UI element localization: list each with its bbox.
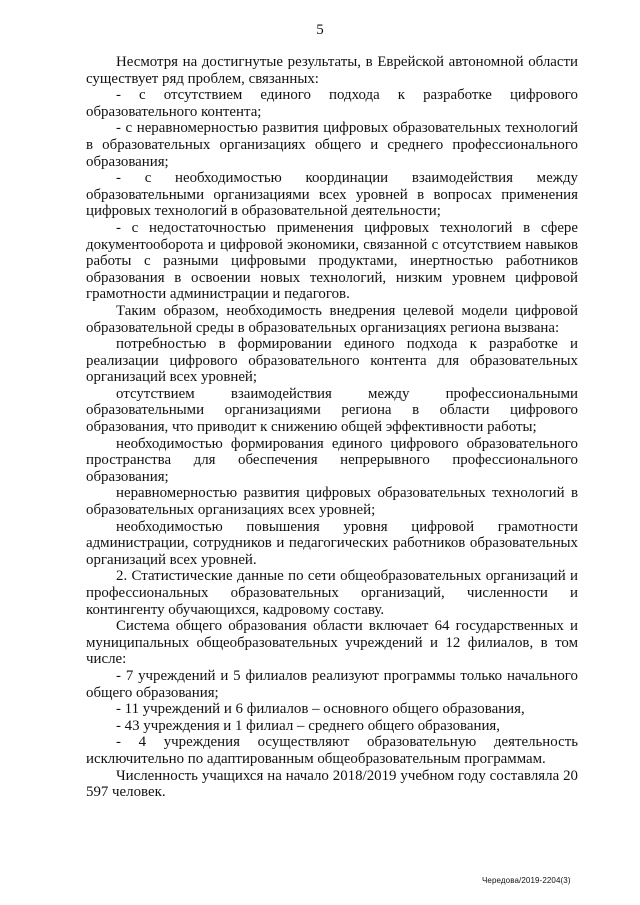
paragraph-primary-education: - 7 учреждений и 5 филиалов реализуют программы только начального общего образования;	[86, 667, 578, 701]
paragraph-adapted-programs: - 4 учреждения осуществляют образовательную деятельность исключительно по адаптированным общеобразовательным программам.	[86, 734, 578, 767]
paragraph-need-unified-space: необходимостью формирования единого цифрового образовательного пространства для обеспечения непрерывного профессионального образования;	[86, 435, 578, 485]
paragraph-statistics-heading: 2. Статистические данные по сети общеобразовательных организаций и профессиональных образовательных организаций, численности и контингенту обучающихся, кадровому составу.	[86, 568, 578, 618]
paragraph-need-unified-approach: потребностью в формировании единого подхода к разработке и реализации цифрового образовательного контента для образовательных организаций всех уровней;	[86, 336, 578, 386]
paragraph-problem-coordination: - с необходимостью координации взаимодействия между образовательными организациями всех уровней в вопросах применения цифровых технологий в образовательной деятельности;	[86, 170, 578, 220]
paragraph-basic-education: - 11 учреждений и 6 филиалов – основного общего образования,	[116, 701, 525, 718]
paragraph-problem-content: - с отсутствием единого подхода к разработке цифрового образовательного контента;	[86, 87, 578, 120]
paragraph-student-count: Численность учащихся на начало 2018/2019 учебном году составляла 20 597 человек.	[86, 767, 578, 801]
page-number: 5	[316, 22, 324, 38]
paragraph-need-literacy: необходимостью повышения уровня цифровой грамотности администрации, сотрудников и педагогических работников образовательных организаций всех уровней.	[86, 518, 578, 568]
paragraph-problem-insufficiency: - с недостаточностью применения цифровых технологий в сфере документооборота и цифровой экономики, связанной с отсутствием навыков работы с разными цифровыми продуктами, инертностью работников образования в освоении новых технологий, низким уровнем цифровой грамотности администрации и педагогов.	[86, 219, 578, 303]
paragraph-need-unevenness: неравномерностью развития цифровых образовательных технологий в образовательных организациях всех уровней;	[86, 485, 578, 519]
document-body	[86, 54, 578, 801]
paragraph-problems-intro: Несмотря на достигнутые результаты, в Еврейской автономной области существует ряд проблем, связанных:	[86, 54, 578, 87]
paragraph-secondary-education: - 43 учреждения и 1 филиал – среднего общего образования,	[116, 717, 501, 734]
paragraph-need-interaction: отсутствием взаимодействия между профессиональными образовательными организациями региона в области цифрового образования, что приводит к снижению общей эффективности работы;	[86, 385, 578, 436]
paragraph-necessity-intro: Таким образом, необходимость внедрения целевой модели цифровой образовательной среды в образовательных организациях региона вызвана:	[86, 302, 578, 336]
paragraph-problem-unevenness: - с неравномерностью развития цифровых образовательных технологий в образовательных организациях общего и среднего профессионального образования;	[86, 120, 578, 170]
document-code: Чередова/2019-2204(3)	[482, 876, 571, 885]
paragraph-system-overview: Система общего образования области включает 64 государственных и муниципальных общеобразовательных учреждений и 12 филиалов, в том числе:	[86, 618, 578, 668]
